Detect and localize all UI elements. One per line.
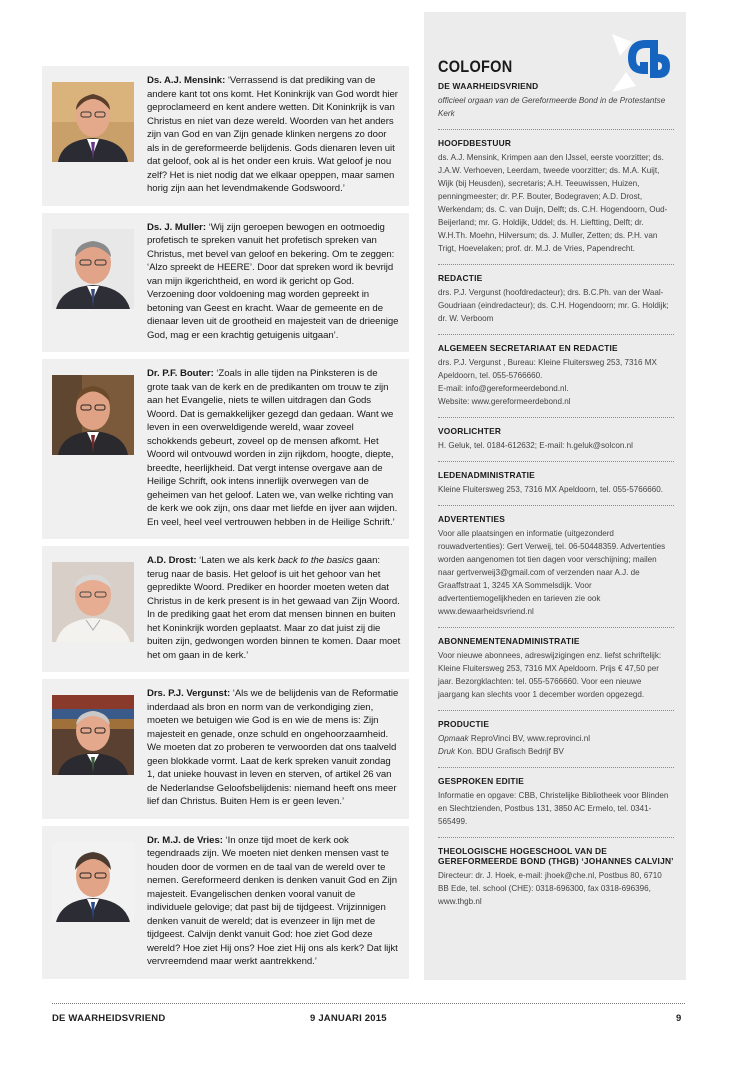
quote-bouter bbox=[42, 359, 409, 539]
quote-body: gaan: terug naar de basis. Het geloof is uit het gehoor van het gepredikte Woord. Prediker en hoorder moeten weten dat Christus in de kerk present is in het gewaad van Zijn Woord. In de prediking gaat het erom dat mensen binnen en buiten het Koninkrijk worden geplaatst. Maar zo dat juist zij die buiten zijn, gedwongen worden binnen te komen. Daar moet het om gaan in de kerk.’ bbox=[147, 555, 401, 661]
speaker-name: Ds. A.J. Mensink: bbox=[147, 75, 226, 86]
colofon-section bbox=[438, 776, 674, 838]
portrait-photo bbox=[52, 375, 134, 455]
footer-divider bbox=[52, 1003, 685, 1004]
colofon-section bbox=[438, 138, 674, 265]
section-heading: ADVERTENTIES bbox=[438, 514, 506, 524]
colofon-section bbox=[438, 470, 674, 506]
colofon-section bbox=[438, 514, 674, 628]
production-label: Druk bbox=[438, 747, 456, 756]
speaker-name: Drs. P.J. Vergunst: bbox=[147, 688, 231, 699]
quote-drost bbox=[42, 546, 409, 672]
colofon-section bbox=[438, 273, 674, 335]
quote-body: ‘Zoals in alle tijden na Pinksteren is de grote taak van de kerk en de predikanten om trouw te zijn aan het Evangelie, niets te willen uitdragen dan Gods Woord. Dat is gemakkelijker gezegd dan gedaan. Want we leven in een overweldigende wereld, waar zoveel schokkends gebeurt, zoveel op de mensen afkomt. Het Woord wil ontvouwd worden in zijn rijkdom, hoogte, diepte, breedte, heerlijkheid. Dat vergt intense overgave aan de Heilige Schrift, ook intens innerlijk overwegen van de geheimen van het geloof. Laten we, van welke richting van de kerk we ook zijn, ons daar met liefde en ijver aan wijden. En veel, heel veel vertrouwen hebben in de Heilige Schrift.’ bbox=[147, 368, 398, 528]
email-link[interactable]: E-mail: info@gereformeerdebond.nl. bbox=[438, 384, 569, 393]
portrait-photo bbox=[52, 82, 134, 162]
quote-body: ‘Wij zijn geroepen bewogen en ootmoedig profetisch te spreken vanuit het profetisch spreken van Christus, met bevel van geloof en bekering. Om te zeggen: ‘Alzo spreekt de HEERE’. Door dat spreken word ik bevrijd van mijn ikgerichtheid, en word ik gericht op God. Verzoening door voldoening mag worden gepreekt in betoning van Geest en kracht. Waar de gemeente en de dienaar leven uit de grootheid en majesteit van de drieenige God, mag er een krachtig getuigenis uitgaan’. bbox=[147, 221, 399, 341]
portrait-photo bbox=[52, 229, 134, 309]
production-value: ReproVinci BV, www.reprovinci.nl bbox=[468, 734, 591, 743]
page-number: 9 bbox=[676, 1013, 682, 1024]
colofon-section bbox=[438, 636, 674, 711]
portrait-photo bbox=[52, 695, 134, 775]
portrait-photo bbox=[52, 562, 134, 642]
quote-devries bbox=[42, 826, 409, 979]
colofon-title: COLOFON bbox=[438, 58, 513, 76]
colofon-section bbox=[438, 426, 674, 462]
speaker-name: Ds. J. Muller: bbox=[147, 221, 207, 233]
quote-body: ‘Als we de belijdenis van de Reformatie inderdaad als bron en norm van de verkondiging zien, moeten we betuigen wie God is en wie de mens is: Zijn majesteit en genade, onze schuld en ongehoorzaamheid. We moeten dat zo proberen te verwoorden dat ons taalveld geen blokkade vormt. Laat de kerk spreken vanuit zondag 1, dat unieke houvast in leven en sterven, of artikel 26 van de Nederlandse Geloofsbelijdenis: niemand heeft ons meer lief dan Christus. Buiten Hem is er geen leven.’ bbox=[147, 688, 399, 807]
quote-emphasis: back to the basics bbox=[277, 555, 354, 566]
section-heading: REDACTIE bbox=[438, 273, 483, 283]
quote-text bbox=[147, 367, 401, 529]
quote-text bbox=[147, 834, 401, 969]
section-heading: VOORLICHTER bbox=[438, 426, 502, 436]
section-heading: PRODUCTIE bbox=[438, 719, 490, 729]
quote-body: ‘Laten we als kerk bbox=[196, 555, 278, 566]
footer-publication: DE WAARHEIDSVRIEND bbox=[52, 1013, 166, 1024]
section-body: H. Geluk, tel. 0184-612632; E-mail: h.geluk@solcon.nl bbox=[438, 441, 633, 450]
quote-body: ‘Verrassend is dat prediking van de andere kant tot ons komt. Het Koninkrijk van God wordt hier geproclameerd en kent andere wetten. Dit Koninkrijk is van Christus en niet van deze wereld. Woorden van het anders zijn van God en van Zijn genade klinken nergens zo door als in de gereformeerde belijdenis. Gods dienaren leven uit dat geloof, ook al is het onder een kruis. Wat geloof je nou zelf? Het is niet nodig dat we elkaar opeppen, maar samen horig zijn aan het levendmakende Godswoord.’ bbox=[147, 75, 398, 194]
section-body bbox=[438, 732, 674, 745]
section-heading: GESPROKEN EDITIE bbox=[438, 776, 525, 786]
section-body: Voor nieuwe abonnees, adreswijzigingen enz. liefst schriftelijk: Kleine Fluitersweg 253, 7316 MX Apeldoorn. Prijs € 47,50 per jaar. Bezorgklachten: tel. 055-5766660. Voor een nieuwe jaargang kan slechts voor 1 december worden opgezegd. bbox=[438, 651, 662, 699]
quote-text bbox=[147, 221, 401, 343]
speaker-name: Dr. M.J. de Vries: bbox=[147, 834, 223, 846]
quote-text bbox=[147, 554, 401, 662]
quote-text bbox=[147, 74, 401, 196]
section-heading: LEDENADMINISTRATIE bbox=[438, 470, 535, 480]
quote-text bbox=[147, 687, 401, 809]
quote-muller bbox=[42, 213, 409, 353]
colofon-section bbox=[438, 719, 674, 768]
colofon-panel bbox=[424, 12, 686, 980]
footer-date: 9 JANUARI 2015 bbox=[310, 1013, 387, 1024]
section-heading: ABONNEMENTENADMINISTRATIE bbox=[438, 636, 580, 646]
colofon-section bbox=[438, 343, 674, 418]
section-body: drs. P.J. Vergunst (hoofdredacteur); drs. B.C.Ph. van der Waal-Goudriaan (eindredacteur); ds. C.H. Hogendoorn; mr. G. Holdijk; dr. W. Verboom bbox=[438, 288, 669, 323]
production-value: Kon. BDU Grafisch Bedrijf BV bbox=[455, 747, 564, 756]
portrait-photo bbox=[52, 842, 134, 922]
quote-mensink bbox=[42, 66, 409, 206]
section-heading: ALGEMEEN SECRETARIAAT EN REDACTIE bbox=[438, 343, 618, 353]
quote-body: ‘In onze tijd moet de kerk ook tegendraads zijn. We moeten niet denken mensen vast te houden door de vormen en de taal van de wereld over te nemen. Gereformeerd denken is denken vanuit God en Zijn majesteit. Evangelischen denken vooral vanuit de individuele gelovige; dat past bij de tijdgeest. Vrijzinnigen denken vanuit de wereld; dat is evenzeer in lijn met de tijdgeest. Calvijn denkt vanuit God: hoe ziet God deze wereld? Hoe ziet Hij ons? Hoe ziet Hij ons als kerk? Dat lijkt vervreemdend maar werkt aantrekkend.’ bbox=[147, 834, 398, 967]
section-heading: HOOFDBESTUUR bbox=[438, 138, 512, 148]
section-heading: THEOLOGISCHE HOGESCHOOL VAN DE GEREFORMEERDE BOND (THGB) ‘JOHANNES CALVIJN’ bbox=[438, 846, 674, 866]
quote-vergunst bbox=[42, 679, 409, 819]
section-body: Voor alle plaatsingen en informatie (uitgezonderd rouwadvertenties): Gert Verweij, tel. 06-50448359. Advertenties worden aangenomen tot tien dagen voor verschijning; mailen naar gertverweij3@gmail.com of verzenden naar A.J. de Graaffstraat 1, 3245 XA Sommelsdijk. Voor advertentiemogelijkheden en tarieven zie ook www.dewaarheidsvriend.nl bbox=[438, 529, 666, 616]
section-heading: DE WAARHEIDSVRIEND bbox=[438, 81, 539, 91]
website-link[interactable]: Website: www.gereformeerdebond.nl bbox=[438, 397, 571, 406]
colofon-section bbox=[438, 846, 674, 917]
section-body: ds. A.J. Mensink, Krimpen aan den IJssel, eerste voorzitter; ds. J.A.W. Verhoeven, Leerdam, tweede voorzitter; ds. M.A. Kuijt, Wijk (bij Heusden), secretaris; A.H. Teeuwissen, Huizen, penningmeester; dr. P.F. Bouter, Bodegraven; A.D. Drost, Werkendam; ds. C. van Duijn, Delft; ds. C.H. Hogendoorn, Oud-Beijerland; mr. G. Holdijk, Uddel; ds. H. Lieftting, Delft; dr. W.H.Th. Moehn, Hilversum; ds. J. Muller, Zetten; ds. P.H. van Trigt, Hoevelaken; prof. dr. M.J. de Vries, Papendrecht. bbox=[438, 153, 668, 253]
section-body: Directeur: dr. J. Hoek, e-mail: jhoek@che.nl, Postbus 80, 6710 BB Ede, tel. school (CHE): 0318-696300, fax 0318-696396, www.thgb.nl bbox=[438, 871, 662, 906]
section-body: Kleine Fluitersweg 253, 7316 MX Apeldoorn, tel. 055-5766660. bbox=[438, 485, 663, 494]
section-body: Informatie en opgave: CBB, Christelijke Bibliotheek voor Blinden en Slechtzienden, Postbus 131, 3850 AC Ermelo, tel. 0341-565499. bbox=[438, 791, 669, 826]
production-label: Opmaak bbox=[438, 734, 469, 743]
section-body: drs. P.J. Vergunst , Bureau: Kleine Fluitersweg 253, 7316 MX Apeldoorn, tel. 055-5766660. bbox=[438, 358, 657, 380]
quotes-column bbox=[42, 66, 409, 986]
speaker-name: A.D. Drost: bbox=[147, 555, 197, 566]
section-body bbox=[438, 745, 674, 758]
speaker-name: Dr. P.F. Bouter: bbox=[147, 368, 214, 379]
section-body: officieel orgaan van de Gereformeerde Bond in de Protestantse Kerk bbox=[438, 96, 666, 118]
